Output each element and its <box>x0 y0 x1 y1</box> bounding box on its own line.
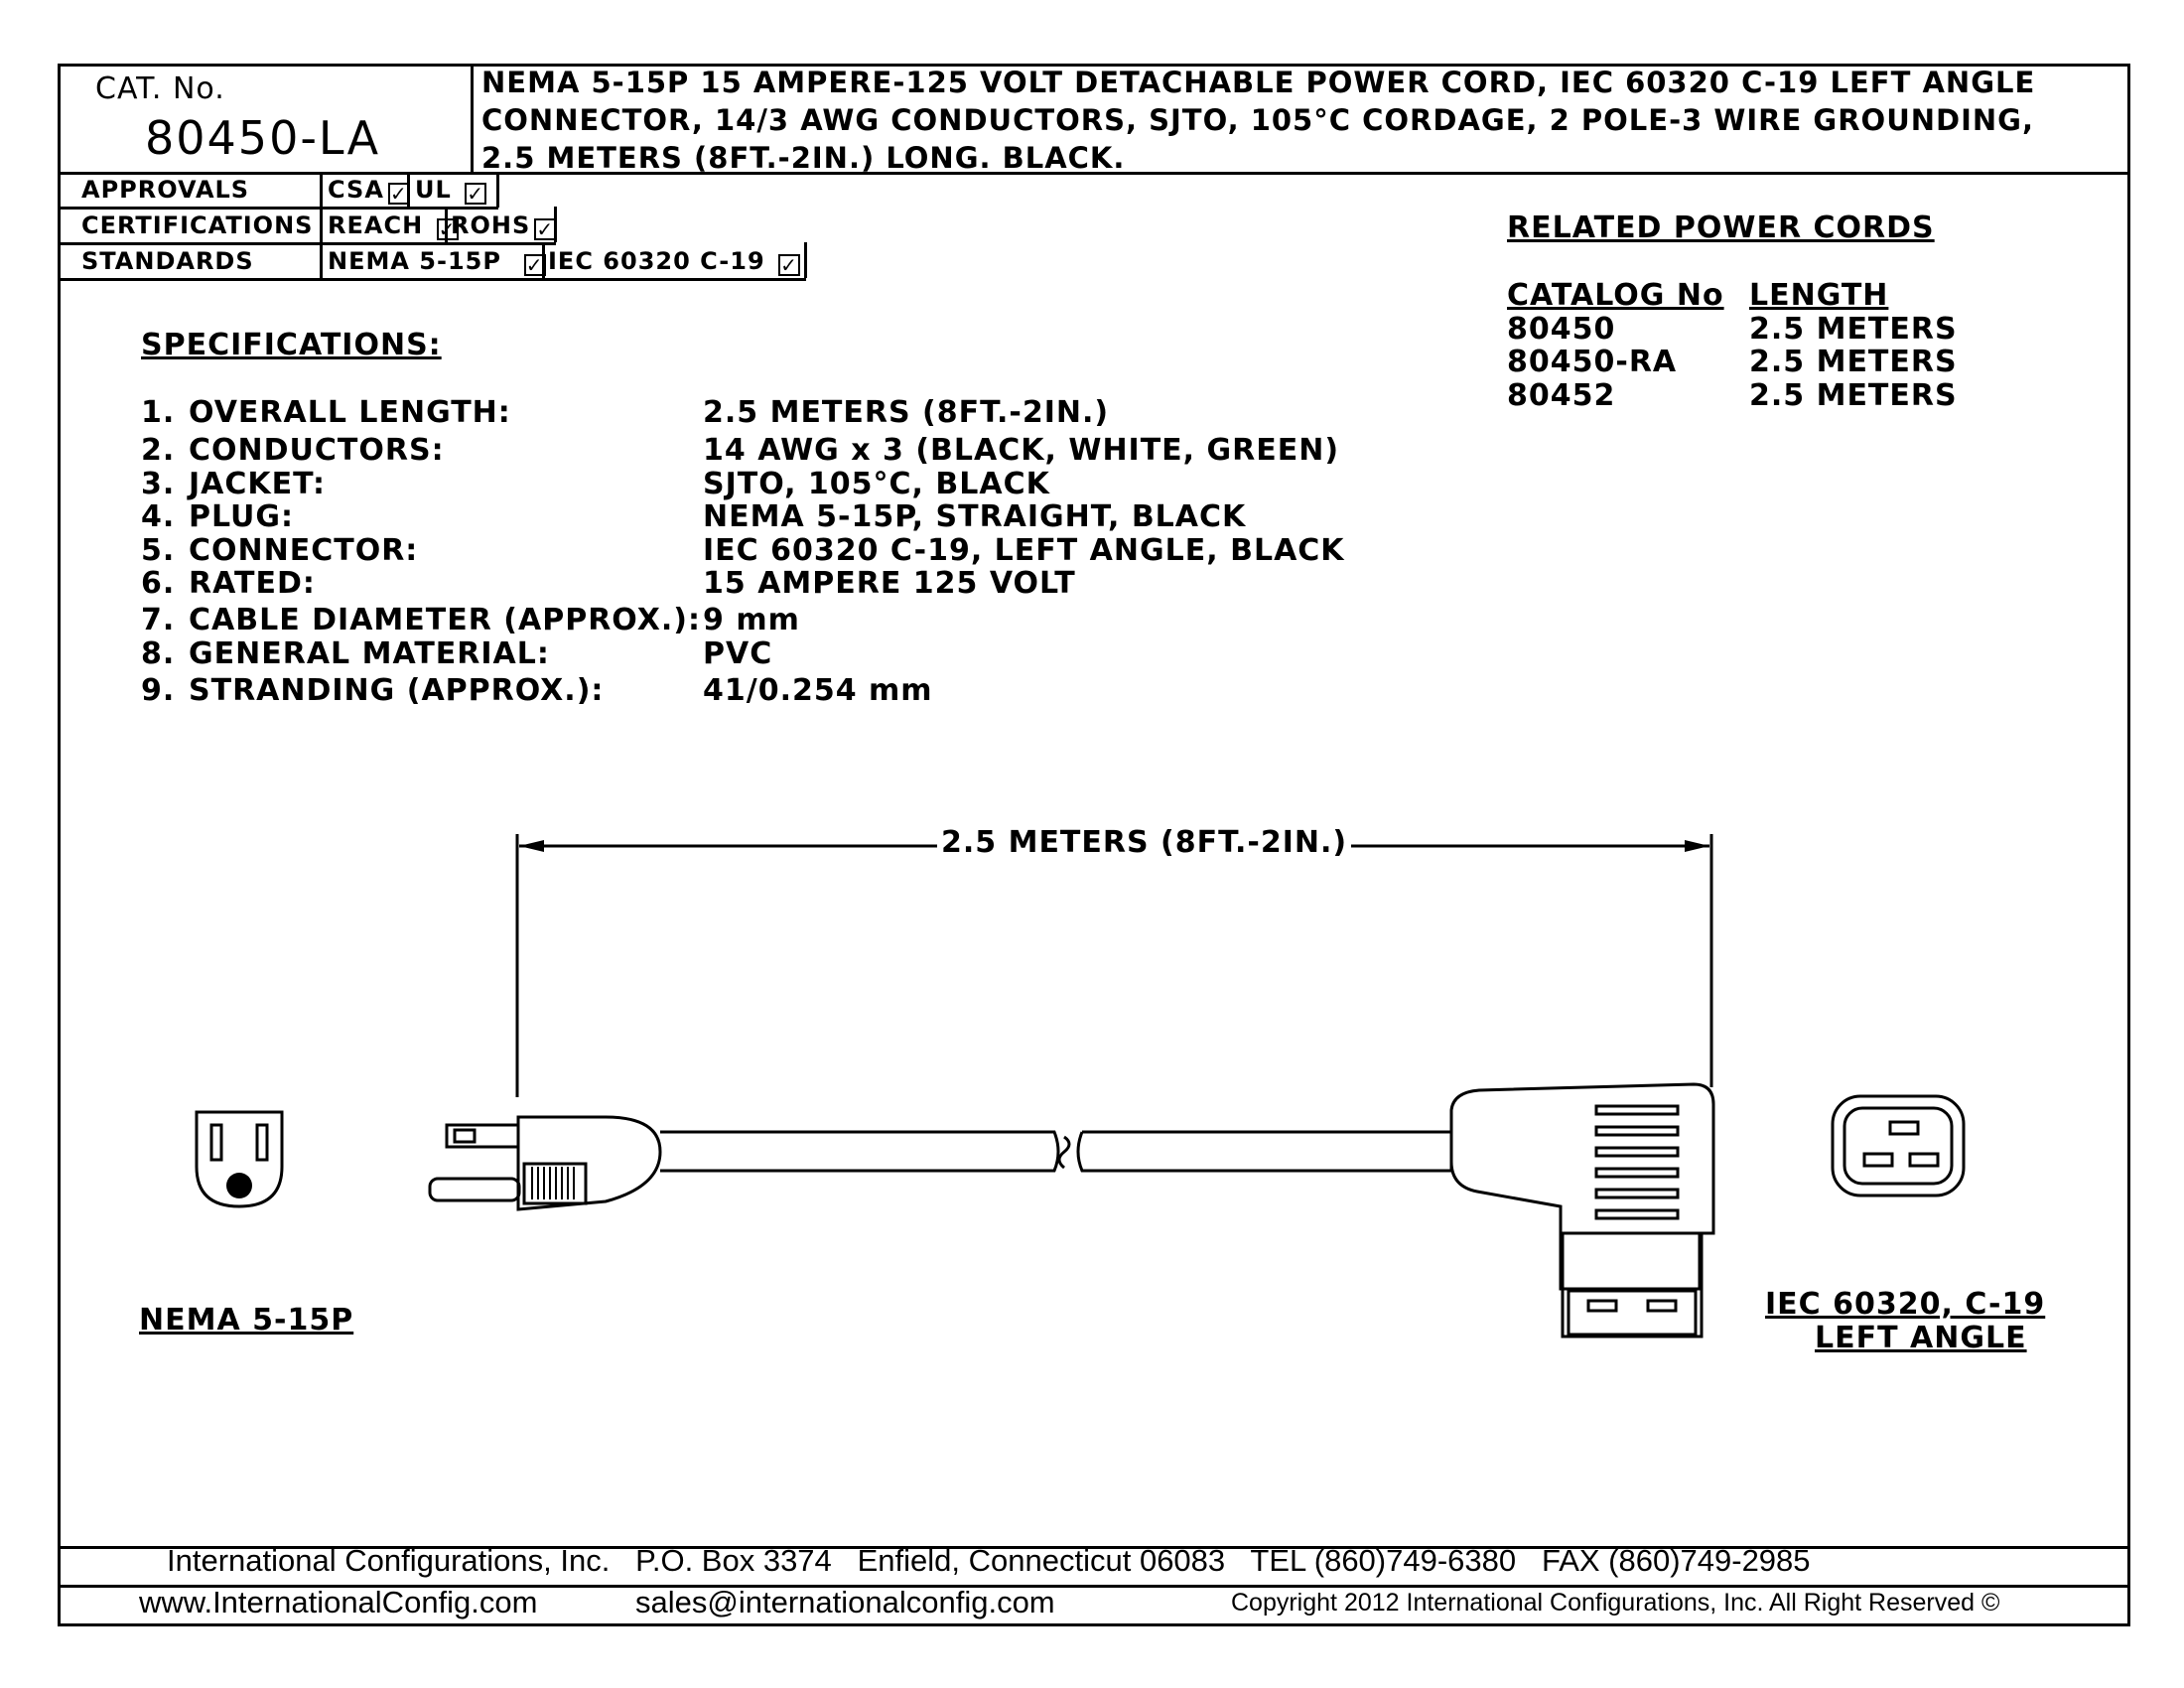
related-catalog-cell: 80450 <box>1507 312 1616 347</box>
spec-value-4: NEMA 5-15P, STRAIGHT, BLACK <box>703 499 1247 534</box>
approval-ul-label: UL <box>415 176 452 204</box>
spec-num: 8. <box>141 636 176 671</box>
plug-prong-hole <box>455 1130 475 1142</box>
spec-value-1: 2.5 METERS (8FT.-2IN.) <box>703 395 1110 430</box>
website-link[interactable]: www.InternationalConfig.com <box>139 1585 538 1619</box>
related-length-cell: 2.5 METERS <box>1749 312 1958 347</box>
spec-num: 4. <box>141 499 176 534</box>
plug-caption: NEMA 5-15P <box>139 1303 354 1337</box>
spec-value-3: SJTO, 105°C, BLACK <box>703 467 1050 501</box>
spec-value-6: 15 AMPERE 125 VOLT <box>703 566 1076 601</box>
spec-num: 2. <box>141 433 176 468</box>
dimension-arrow-right-icon <box>1685 840 1709 852</box>
checkbox-checked-icon: ✓ <box>778 254 800 276</box>
dimension-label: 2.5 METERS (8FT.-2IN.) <box>937 825 1351 860</box>
checkbox-checked-icon: ✓ <box>465 183 486 205</box>
description-line-3: 2.5 METERS (8FT.-2IN.) LONG. BLACK. <box>481 141 1126 175</box>
spec-label: RATED: <box>189 566 316 601</box>
related-catalog-cell: 80450-RA <box>1507 345 1678 379</box>
related-catalog-cell: 80452 <box>1507 378 1616 413</box>
catalog-number: 80450-LA <box>145 111 381 165</box>
cord-left-segment <box>660 1132 1058 1171</box>
spec-label: PLUG: <box>189 499 295 534</box>
connector-caption-1: IEC 60320, C-19 <box>1765 1287 2046 1322</box>
c19-slot-left <box>1864 1154 1892 1166</box>
description-line-2: CONNECTOR, 14/3 AWG CONDUCTORS, SJTO, 105°C CORDAGE, 2 POLE-3 WIRE GROUNDING, <box>481 103 2034 137</box>
connector-face-socket <box>1569 1291 1696 1335</box>
std-iec-label: IEC 60320 C-19 <box>548 247 765 275</box>
copyright-notice: Copyright 2012 International Configurations, Inc. All Right Reserved © <box>1231 1589 2000 1617</box>
dimension-arrow-left-icon <box>519 840 544 852</box>
spec-label: OVERALL LENGTH: <box>189 395 511 430</box>
specifications-title: SPECIFICATIONS: <box>141 328 442 362</box>
plug-ground-pin <box>430 1179 519 1200</box>
nema-blade-right <box>257 1125 267 1160</box>
spec-value-9: 41/0.254 mm <box>703 673 933 708</box>
certifications-label: CERTIFICATIONS <box>81 211 314 239</box>
spec-label: JACKET: <box>189 467 326 501</box>
c19-face-inner <box>1844 1108 1952 1184</box>
cord-break-mark <box>1059 1137 1069 1168</box>
connector-slot-right <box>1648 1301 1676 1311</box>
spec-label: CONDUCTORS: <box>189 433 445 468</box>
cert-rohs-label: ROHS <box>451 211 531 239</box>
c19-slot-top <box>1890 1122 1918 1134</box>
nema-ground-hole <box>226 1173 252 1198</box>
spec-label: CABLE DIAMETER (APPROX.): <box>189 603 701 637</box>
spec-value-2: 14 AWG x 3 (BLACK, WHITE, GREEN) <box>703 433 1340 468</box>
related-cords-title: RELATED POWER CORDS <box>1507 211 1935 245</box>
std-nema-label: NEMA 5-15P <box>328 247 501 275</box>
approvals-label: APPROVALS <box>81 176 250 204</box>
spec-num: 3. <box>141 467 176 501</box>
email-link[interactable]: sales@internationalconfig.com <box>635 1585 1055 1619</box>
plug-grip-hatch <box>532 1167 574 1199</box>
plug-prong-top <box>447 1125 518 1147</box>
spec-label: STRANDING (APPROX.): <box>189 673 605 708</box>
connector-slot-left <box>1588 1301 1616 1311</box>
related-length-cell: 2.5 METERS <box>1749 345 1958 379</box>
connector-caption-2: LEFT ANGLE <box>1815 1321 2027 1355</box>
related-length-cell: 2.5 METERS <box>1749 378 1958 413</box>
related-col-length: LENGTH <box>1749 278 1889 313</box>
c19-slot-right <box>1910 1154 1938 1166</box>
connector-ribs <box>1596 1106 1678 1218</box>
connector-face-housing <box>1563 1233 1702 1336</box>
checkbox-checked-icon: ✓ <box>524 254 546 276</box>
spec-label: CONNECTOR: <box>189 533 419 568</box>
related-col-catalog: CATALOG No <box>1507 278 1724 313</box>
description-line-1: NEMA 5-15P 15 AMPERE-125 VOLT DETACHABLE POWER CORD, IEC 60320 C-19 LEFT ANGLE <box>481 66 2036 99</box>
spec-value-7: 9 mm <box>703 603 800 637</box>
spec-num: 9. <box>141 673 176 708</box>
spec-label: GENERAL MATERIAL: <box>189 636 550 671</box>
spec-num: 6. <box>141 566 176 601</box>
cert-reach-label: REACH <box>328 211 424 239</box>
standards-label: STANDARDS <box>81 247 254 275</box>
spec-value-5: IEC 60320 C-19, LEFT ANGLE, BLACK <box>703 533 1345 568</box>
approval-csa-label: CSA <box>328 176 384 204</box>
spec-num: 5. <box>141 533 176 568</box>
cord-right-segment <box>1078 1132 1451 1171</box>
spec-num: 7. <box>141 603 176 637</box>
cat-no-label: CAT. No. <box>95 71 225 106</box>
checkbox-checked-icon: ✓ <box>437 218 459 240</box>
company-info: International Configurations, Inc. P.O. Box 3374 Enfield, Connecticut 06083 TEL (860)749-6380 FAX (860)749-2985 <box>167 1543 1811 1578</box>
spec-value-8: PVC <box>703 636 773 671</box>
nema-blade-left <box>211 1125 221 1160</box>
checkbox-checked-icon: ✓ <box>534 218 556 240</box>
spec-num: 1. <box>141 395 176 430</box>
checkbox-checked-icon: ✓ <box>388 183 410 205</box>
